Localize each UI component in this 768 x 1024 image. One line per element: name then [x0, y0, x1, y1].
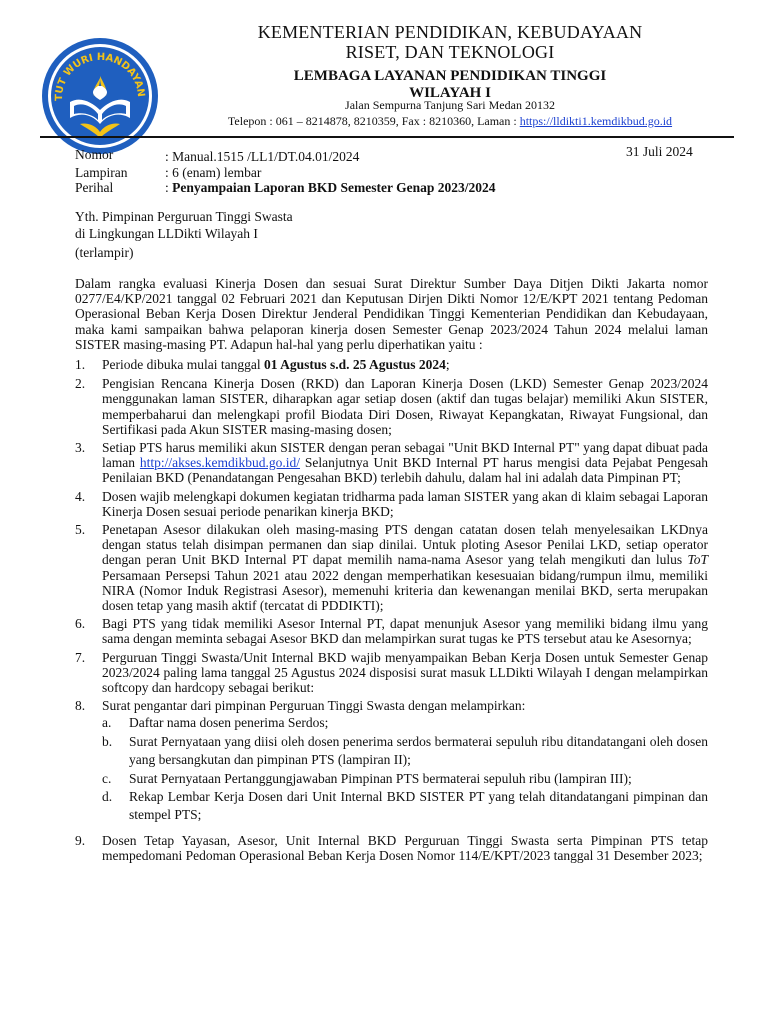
list-item-2 [75, 376, 708, 437]
ministry-line-1: KEMENTERIAN PENDIDIKAN, KEBUDAYAAN [257, 22, 643, 42]
header-divider [40, 136, 734, 138]
institution-name [170, 68, 730, 102]
sub-text: Surat Pernyataan yang diisi oleh dosen penerima serdos bermaterai sepuluh ribu ditandatangani oleh dosen yang bersangkutan dan pimpinan PTS (lampiran II); [129, 733, 708, 767]
intro-paragraph: Dalam rangka evaluasi Kinerja Dosen dan sesuai Surat Direktur Sumber Daya Ditjen Dikti Jakarta nomor 0277/E4/KP/2021 tanggal 02 Februari 2021 dan Keputusan Dirjen Dikti Nomor 12/E/KPT 2021 tentang Pedoman Operasional Beban Kerja Dosen Direktur Jenderal Pendidikan Tinggi Kementerian Pendidikan dan Kebudayaan, maka kami sampaikan bahwa pelaporan kinerja dosen Semester Genap 2023/2024 Tahun 2024 melalui laman SISTER masing-masing PT. Adapun hal-hal yang perlu diperhatikan yaitu : [75, 276, 708, 352]
ministry-name [170, 22, 730, 62]
list-text: Periode dibuka mulai tanggal [102, 357, 264, 372]
lampiran-label: Lampiran [75, 165, 128, 180]
list-text: Persamaan Persepsi Tahun 2021 atau 2022 dengan memperhatikan kesesuaian bidang/rumpun ilmu, memiliki NIRA (Nomor Induk Registrasi Asesor), memenuhi kriteria dan kewenangan menilai BKD, serta merupakan dosen tetap yang masih aktif (tercatat di PDDIKTI); [102, 567, 708, 614]
sub-text: Surat Pernyataan Pertanggungjawaban Pimpinan PTS bermaterai sepuluh ribu (lampiran III); [129, 770, 632, 786]
period-dates: 01 Agustus s.d. 25 Agustus 2024 [263, 357, 446, 372]
list-number: 4. [75, 488, 86, 504]
list-text: Pengisian Rencana Kinerja Dosen (RKD) dan Laporan Kinerja Dosen (LKD) Semester Genap 2023/2024 menggunakan laman SISTER, diharapkan agar setiap dosen (aktif dan tugas belajar) memiliki Akun SISTER, memperbaharui dan melengkapi profil Biodata Diri Dosen, Riwayat Kepangkatan, Riwayat Fungsional, dan Sertifikasi pada Akun SISTER masing-masing dosen; [102, 376, 708, 437]
contact-line [170, 114, 730, 129]
list-item-1 [75, 357, 708, 372]
tut-wuri-handayani-logo [40, 36, 160, 156]
perihal-value: Penyampaian Laporan BKD Semester Genap 2023/2024 [172, 180, 496, 195]
sub-text: Rekap Lembar Kerja Dosen dari Unit Internal BKD SISTER PT yang telah ditandatangani pimpinan dan stempel PTS; [129, 788, 708, 822]
perihal [165, 180, 496, 196]
list-text: ; [445, 357, 450, 372]
list-number: 2. [75, 376, 86, 392]
logo-motto: TUT WURI HANDAYAN [53, 51, 147, 102]
list-item-8 [75, 698, 708, 824]
sub-item-d [102, 788, 708, 824]
list-number: 9. [75, 832, 86, 848]
nomor-value: : Manual.1515 /LL1/DT.04.01/2024 [165, 149, 360, 164]
sub-letter: d. [102, 788, 113, 804]
list-item-5 [75, 522, 708, 613]
list-item-7 [75, 650, 708, 696]
list-number: 1. [75, 357, 86, 372]
tot-term: ToT [687, 552, 708, 568]
list-number: 5. [75, 522, 86, 538]
nomor-label: Nomor [75, 147, 114, 162]
institution-line-2: WILAYAH I [409, 85, 491, 101]
ministry-line-2: RISET, DAN TEKNOLOGI [345, 42, 555, 62]
list-number: 3. [75, 440, 86, 456]
list-text: Perguruan Tinggi Swasta/Unit Internal BKD wajib menyampaikan Beban Kerja Dosen untuk Semester Genap 2023/2024 paling lama tanggal 25 Agustus 2024 disposisi surat masuk LLDikti Wilayah I dengan melampirkan softcopy dan hardcopy sebagai berikut: [102, 649, 708, 696]
perihal-colon: : [165, 180, 173, 195]
sub-item-a [102, 715, 708, 730]
instruction-list [75, 357, 708, 863]
website-link[interactable]: https://lldikti1.kemdikbud.go.id [519, 114, 673, 128]
list-text: Penetapan Asesor dilakukan oleh masing-masing PTS dengan catatan dosen telah menyelesaikan LKDnya dengan status telah disimpan permanen dan siap dinilai. Untuk ploting Asesor Penilai LKD, setiap operator dengan peran Unit BKD Internal PT dapat memilih nama-nama Asesor yang telah mengikuti dan lulus [102, 522, 708, 568]
list-number: 6. [75, 616, 86, 632]
perihal-label: Perihal [75, 180, 114, 195]
institution-line-1: LEMBAGA LAYANAN PENDIDIKAN TINGGI [293, 68, 607, 84]
list-text: Surat pengantar dari pimpinan Perguruan Tinggi Swasta dengan melampirkan: [102, 698, 526, 714]
list-text: Setiap PTS harus memiliki akun SISTER dengan peran sebagai "Unit BKD Internal PT" yang dapat dibuat pada laman [102, 440, 708, 471]
list-text: Selanjutnya Unit BKD Internal PT harus mengisi data Pejabat Pengesah Penilaian BKD (Penandatangan Pengesahan BKD) terlebih dahulu, dalam hal ini adalah data Pimpinan PT; [102, 455, 708, 486]
recipient-line-3: (terlampir) [75, 245, 134, 260]
list-number: 8. [75, 698, 86, 714]
letter-date: 31 Juli 2024 [626, 144, 693, 159]
sub-letter: a. [102, 715, 112, 731]
sub-letter: b. [102, 733, 113, 749]
akses-link[interactable]: http://akses.kemdikbud.go.id/ [139, 455, 301, 471]
list-item-4 [75, 489, 708, 519]
recipient-line-1: Yth. Pimpinan Perguruan Tinggi Swasta [75, 209, 293, 224]
address: Jalan Sempurna Tanjung Sari Medan 20132 [345, 98, 555, 112]
sub-text: Daftar nama dosen penerima Serdos; [129, 715, 329, 731]
lampiran-value: : 6 (enam) lembar [165, 165, 262, 180]
contact-info: Telepon : 061 – 8214878, 8210359, Fax : 8210360, Laman : [227, 114, 520, 128]
sub-item-c [102, 771, 708, 786]
recipient-line-2: di Lingkungan LLDikti Wilayah I [75, 226, 258, 241]
list-item-9 [75, 833, 708, 863]
sub-letter: c. [102, 770, 112, 786]
list-number: 7. [75, 649, 86, 665]
list-text: Dosen Tetap Yayasan, Asesor, Unit Internal BKD Perguruan Tinggi Swasta serta Pimpinan PTS tetap mempedomani Pedoman Operasional Beban Kerja Dosen Nomor 114/E/KPT/2023 tanggal 31 Desember 2023; [102, 832, 708, 864]
list-text: Dosen wajib melengkapi dokumen kegiatan tridharma pada laman SISTER yang akan di klaim sebagai Laporan Kinerja Dosen sesuai periode penarikan kinerja BKD; [102, 488, 708, 519]
sub-item-b [102, 733, 708, 769]
list-item-6 [75, 616, 708, 646]
list-item-3 [75, 440, 708, 486]
list-text: Bagi PTS yang tidak memiliki Asesor Internal PT, dapat menunjuk Asesor yang memiliki bidang ilmu yang sama dengan meminta sebagai Asesor BKD dan melampirkan surat tugas ke PTS tersebut atau ke Asesornya; [102, 616, 708, 647]
